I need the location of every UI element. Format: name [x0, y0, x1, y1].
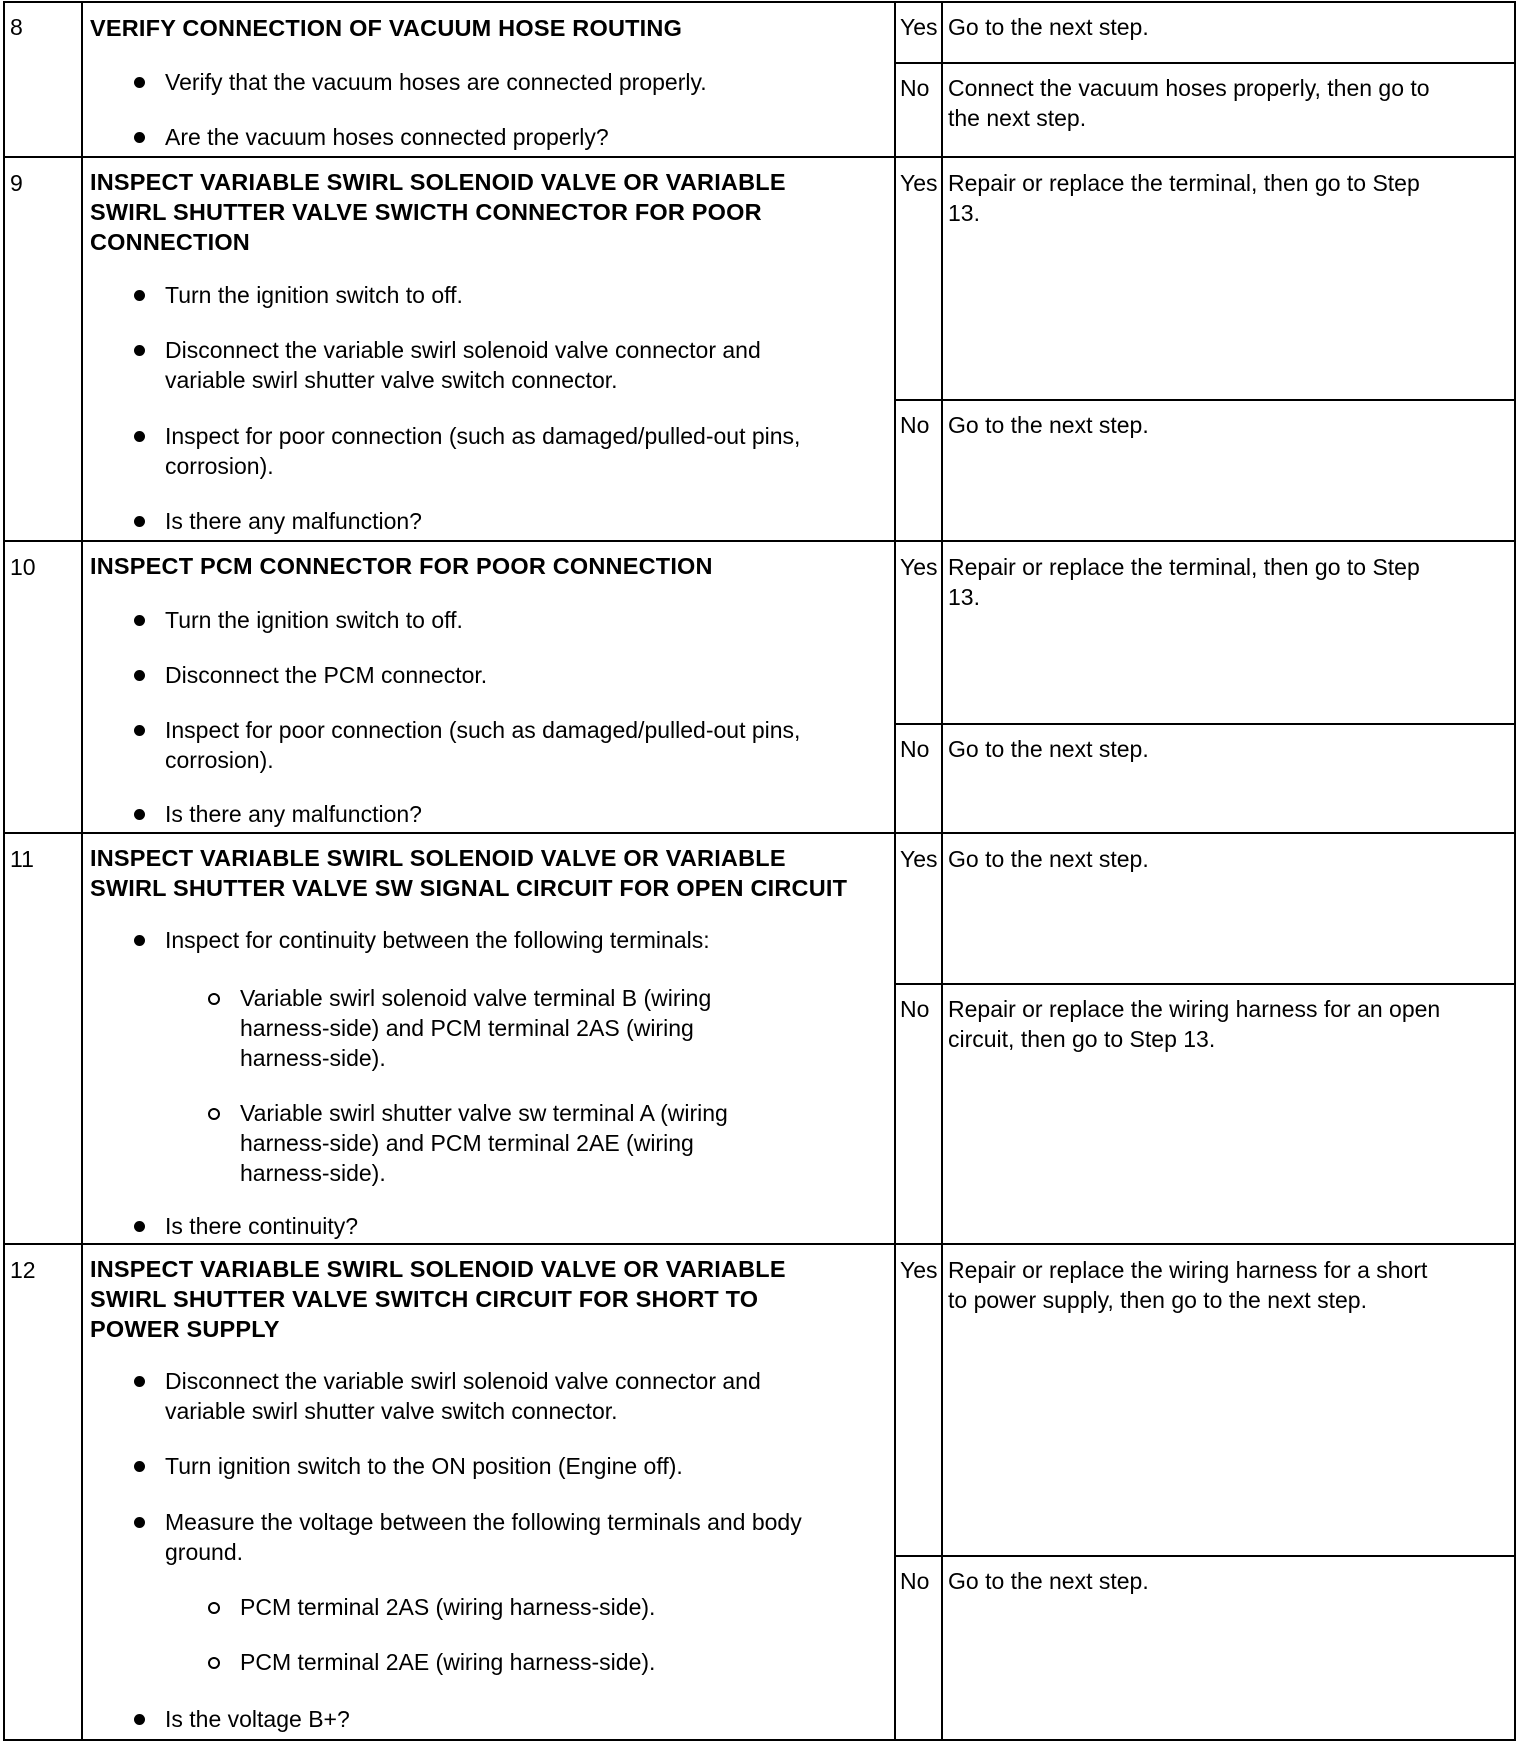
instruction-text: Variable swirl shutter valve sw terminal A (wiring — [240, 1100, 728, 1126]
bullet-icon — [134, 670, 145, 681]
no-label: No — [900, 996, 930, 1022]
sub-bullet-icon — [208, 1657, 220, 1669]
instruction-text: ground. — [165, 1539, 244, 1565]
instruction-text: variable swirl shutter valve switch connector. — [165, 367, 618, 393]
bullet-icon — [134, 516, 145, 527]
column-divider-content — [894, 1, 896, 1741]
step-title: INSPECT VARIABLE SWIRL SOLENOID VALVE OR VARIABLE — [90, 845, 786, 871]
step-number: 9 — [10, 170, 23, 196]
no-label: No — [900, 1568, 930, 1594]
yes-action-text: 13. — [948, 200, 980, 226]
no-action-text: Go to the next step. — [948, 1568, 1149, 1594]
sub-bullet-icon — [208, 993, 220, 1005]
step-title: VERIFY CONNECTION OF VACUUM HOSE ROUTING — [90, 15, 683, 41]
diagnostic-procedure-table — [3, 1, 1516, 1741]
instruction-text: harness-side) and PCM terminal 2AS (wiring — [240, 1015, 694, 1041]
answer-divider — [894, 399, 1516, 401]
column-divider-step — [81, 1, 83, 1741]
no-action-text: Repair or replace the wiring harness for an open — [948, 996, 1441, 1022]
yes-action-text: to power supply, then go to the next step. — [948, 1287, 1367, 1313]
instruction-text: Is there continuity? — [165, 1213, 359, 1239]
yes-action-text: 13. — [948, 584, 980, 610]
instruction-text: Turn the ignition switch to off. — [165, 607, 463, 633]
yes-action-text: Repair or replace the terminal, then go to Step — [948, 170, 1420, 196]
bullet-icon — [134, 345, 145, 356]
instruction-text: corrosion). — [165, 747, 274, 773]
yes-label: Yes — [900, 846, 938, 872]
step-number: 10 — [10, 554, 36, 580]
column-divider-answer — [941, 1, 943, 1741]
row-divider — [3, 832, 1516, 834]
yes-label: Yes — [900, 554, 938, 580]
answer-divider — [894, 723, 1516, 725]
instruction-text: Turn the ignition switch to off. — [165, 282, 463, 308]
bullet-icon — [134, 1221, 145, 1232]
instruction-text: Measure the voltage between the following terminals and body — [165, 1509, 802, 1535]
instruction-text: Inspect for poor connection (such as damaged/pulled-out pins, — [165, 717, 801, 743]
bullet-icon — [134, 1376, 145, 1387]
instruction-text: harness-side) and PCM terminal 2AE (wiring — [240, 1130, 694, 1156]
yes-label: Yes — [900, 1257, 938, 1283]
instruction-text: Are the vacuum hoses connected properly? — [165, 124, 609, 150]
no-label: No — [900, 75, 930, 101]
yes-action-text: Repair or replace the terminal, then go to Step — [948, 554, 1420, 580]
no-action-text: Go to the next step. — [948, 412, 1149, 438]
instruction-text: Disconnect the PCM connector. — [165, 662, 488, 688]
bullet-icon — [134, 77, 145, 88]
instruction-text: Is there any malfunction? — [165, 801, 422, 827]
yes-action-text: Go to the next step. — [948, 14, 1149, 40]
instruction-text: Variable swirl solenoid valve terminal B (wiring — [240, 985, 712, 1011]
step-number: 11 — [10, 846, 34, 872]
step-number: 12 — [10, 1257, 36, 1283]
instruction-text: Inspect for poor connection (such as damaged/pulled-out pins, — [165, 423, 801, 449]
step-title: INSPECT VARIABLE SWIRL SOLENOID VALVE OR VARIABLE — [90, 1256, 786, 1282]
instruction-text: Disconnect the variable swirl solenoid valve connector and — [165, 1368, 761, 1394]
instruction-text: PCM terminal 2AS (wiring harness-side). — [240, 1594, 656, 1620]
instruction-text: Turn ignition switch to the ON position (Engine off). — [165, 1453, 683, 1479]
instruction-text: PCM terminal 2AE (wiring harness-side). — [240, 1649, 656, 1675]
no-action-text: Go to the next step. — [948, 736, 1149, 762]
instruction-text: harness-side). — [240, 1045, 386, 1071]
row-divider — [3, 540, 1516, 542]
no-action-text: circuit, then go to Step 13. — [948, 1026, 1216, 1052]
instruction-text: harness-side). — [240, 1160, 386, 1186]
bullet-icon — [134, 1461, 145, 1472]
bullet-icon — [134, 935, 145, 946]
no-action-text: the next step. — [948, 105, 1087, 131]
instruction-text: Is the voltage B+? — [165, 1706, 350, 1732]
answer-divider — [894, 62, 1516, 64]
yes-action-text: Repair or replace the wiring harness for a short — [948, 1257, 1428, 1283]
step-title: SWIRL SHUTTER VALVE SW SIGNAL CIRCUIT FOR OPEN CIRCUIT — [90, 875, 848, 901]
row-divider — [3, 156, 1516, 158]
bullet-icon — [134, 431, 145, 442]
yes-action-text: Go to the next step. — [948, 846, 1149, 872]
step-title: INSPECT VARIABLE SWIRL SOLENOID VALVE OR VARIABLE — [90, 169, 786, 195]
bullet-icon — [134, 809, 145, 820]
answer-divider — [894, 983, 1516, 985]
bullet-icon — [134, 1517, 145, 1528]
yes-label: Yes — [900, 14, 938, 40]
bullet-icon — [134, 132, 145, 143]
step-title: INSPECT PCM CONNECTOR FOR POOR CONNECTION — [90, 553, 713, 579]
answer-divider — [894, 1555, 1516, 1557]
step-title: SWIRL SHUTTER VALVE SWICTH CONNECTOR FOR POOR — [90, 199, 762, 225]
row-divider — [3, 1243, 1516, 1245]
instruction-text: Inspect for continuity between the following terminals: — [165, 927, 710, 953]
bullet-icon — [134, 615, 145, 626]
instruction-text: Disconnect the variable swirl solenoid valve connector and — [165, 337, 761, 363]
no-action-text: Connect the vacuum hoses properly, then go to — [948, 75, 1430, 101]
step-title: SWIRL SHUTTER VALVE SWITCH CIRCUIT FOR SHORT TO — [90, 1286, 759, 1312]
no-label: No — [900, 736, 930, 762]
bullet-icon — [134, 725, 145, 736]
yes-label: Yes — [900, 170, 938, 196]
instruction-text: Verify that the vacuum hoses are connected properly. — [165, 69, 707, 95]
step-title: CONNECTION — [90, 229, 250, 255]
instruction-text: corrosion). — [165, 453, 274, 479]
no-label: No — [900, 412, 930, 438]
step-number: 8 — [10, 14, 23, 40]
step-title: POWER SUPPLY — [90, 1316, 280, 1342]
instruction-text: variable swirl shutter valve switch connector. — [165, 1398, 618, 1424]
bullet-icon — [134, 1714, 145, 1725]
sub-bullet-icon — [208, 1108, 220, 1120]
bullet-icon — [134, 290, 145, 301]
sub-bullet-icon — [208, 1602, 220, 1614]
instruction-text: Is there any malfunction? — [165, 508, 422, 534]
